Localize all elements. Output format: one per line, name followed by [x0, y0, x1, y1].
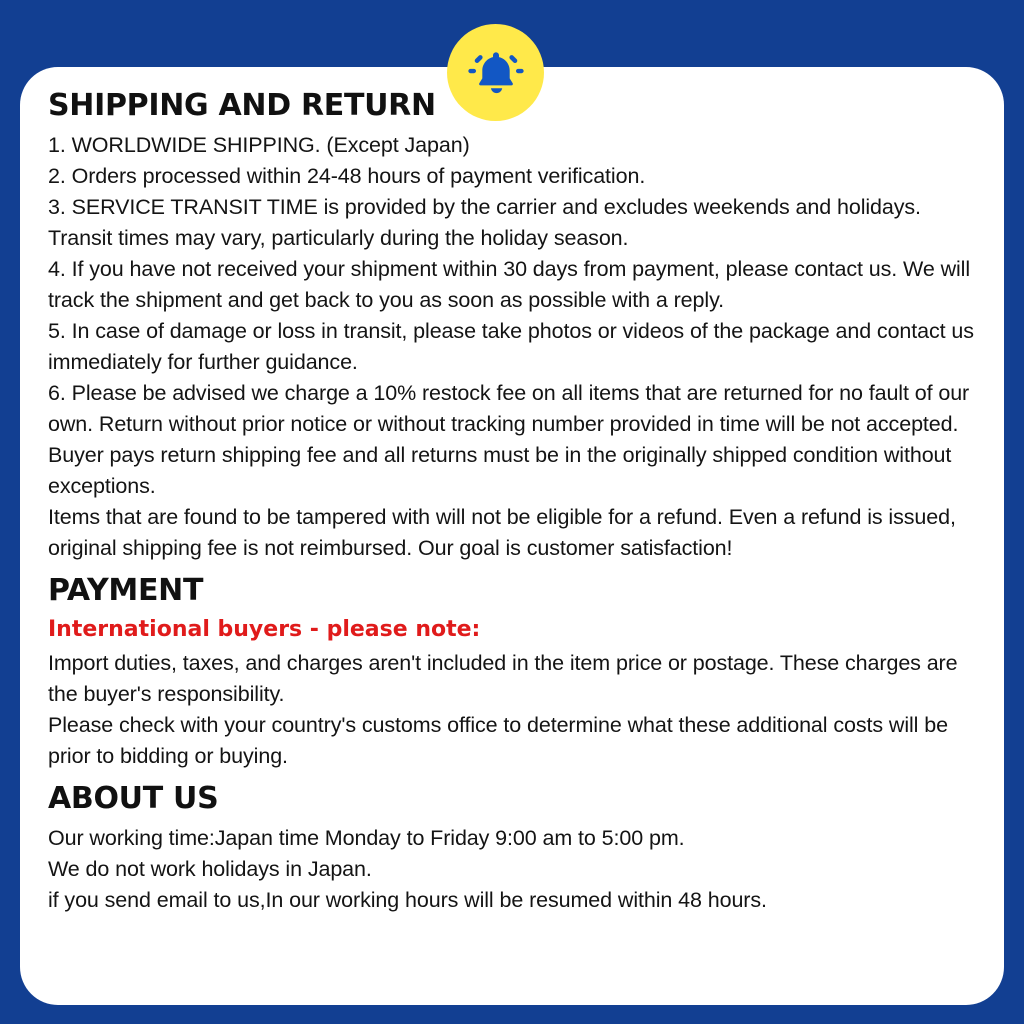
shipping-line: 2. Orders processed within 24-48 hours of payment verification.: [48, 163, 646, 188]
bell-icon-badge: [447, 24, 544, 121]
shipping-line: 5. In case of damage or loss in transit, please take photos or videos of the package and contact us immediately for further guidance.: [48, 318, 974, 374]
shipping-line: Items that are found to be tampered with will not be eligible for a refund. Even a refund is issued, original shipping fee is not reimbursed. Our goal is customer satisfaction!: [48, 504, 956, 560]
shipping-line: 3. SERVICE TRANSIT TIME is provided by the carrier and excludes weekends and holidays. Transit times may vary, particularly during the holiday season.: [48, 194, 921, 250]
shipping-line: 1. WORLDWIDE SHIPPING. (Except Japan): [48, 132, 470, 157]
about-line: We do not work holidays in Japan.: [48, 856, 372, 881]
about-line: Our working time:Japan time Monday to Friday 9:00 am to 5:00 pm.: [48, 825, 685, 850]
shipping-line: 4. If you have not received your shipment within 30 days from payment, please contact us. We will track the shipment and get back to you as soon as possible with a reply.: [48, 256, 971, 312]
shipping-line: 6. Please be advised we charge a 10% restock fee on all items that are returned for no fault of our own. Return without prior notice or without tracking number provided in time will be not accepted. Buyer pays return shipping fee and all returns must be in the originally shipped condition without exceptions.: [48, 380, 970, 498]
payment-line: Please check with your country's customs office to determine what these additional costs will be prior to bidding or buying.: [48, 713, 948, 768]
shipping-section-title: SHIPPING AND RETURN: [48, 88, 436, 123]
international-buyers-note: International buyers - please note:: [48, 617, 481, 642]
payment-line: Import duties, taxes, and charges aren't included in the item price or postage. These charges are the buyer's responsibility.: [48, 651, 958, 706]
payment-section-title: PAYMENT: [48, 572, 204, 608]
payment-section-body: [48, 614, 976, 772]
about-line: if you send email to us,In our working hours will be resumed within 48 hours.: [48, 887, 767, 912]
policy-card: [20, 67, 1004, 1005]
shipping-section-body: [48, 130, 976, 564]
bell-icon: [466, 43, 526, 103]
about-section-title: ABOUT US: [48, 781, 219, 816]
about-section-body: [48, 823, 976, 916]
